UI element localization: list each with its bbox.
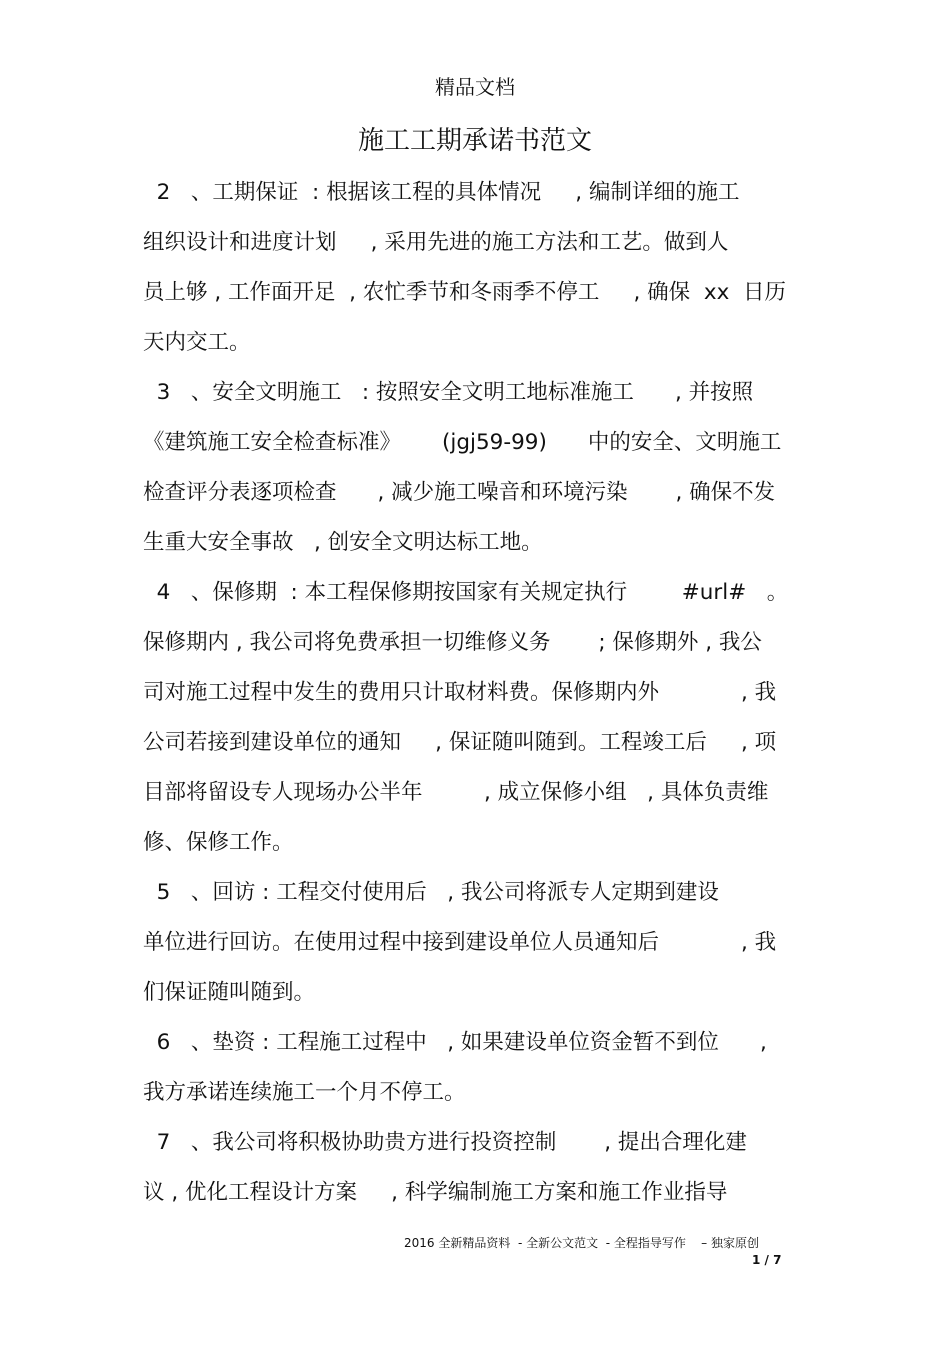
text-line: 天内交工。 [143, 330, 251, 355]
page-header: 精品文档 [435, 75, 515, 99]
text-line: 单位进行回访。在使用过程中接到建设单位人员通知后 , 我 [143, 930, 777, 955]
text-line: 修、保修工作。 [143, 830, 294, 855]
text-line: 4 、保修期 : 本工程保修期按国家有关规定执行 #url# 。 [143, 580, 789, 605]
text-line: 目部将留设专人现场办公半年 , 成立保修小组 , 具体负责维 [143, 780, 769, 805]
text-line: 6 、垫资 : 工程施工过程中 , 如果建设单位资金暂不到位 , [143, 1030, 767, 1055]
text-line: 员上够 , 工作面开足 , 农忙季节和冬雨季不停工 , 确保 xx 日历 [143, 280, 786, 305]
text-line: 司对施工过程中发生的费用只计取材料费。保修期内外 , 我 [143, 680, 777, 705]
text-line: 组织设计和进度计划 , 采用先进的施工方法和工艺。做到人 [143, 230, 729, 255]
page-number: 1 / 7 [752, 1253, 782, 1267]
text-line: 7 、我公司将积极协助贵方进行投资控制 , 提出合理化建 [143, 1130, 747, 1155]
page-footer: 2016 全新精品资料 - 全新公文范文 - 全程指导写作 – 独家原创 [404, 1236, 759, 1250]
text-line: 公司若接到建设单位的通知 , 保证随叫随到。工程竣工后 , 项 [143, 730, 777, 755]
text-line: 《建筑施工安全检查标准》 (jgj59-99) 中的安全、文明施工 [143, 430, 782, 455]
text-line: 3 、安全文明施工 : 按照安全文明工地标准施工 , 并按照 [143, 380, 754, 405]
document-body [143, 178, 813, 1228]
document-title: 施工工期承诺书范文 [357, 126, 592, 156]
text-line: 生重大安全事故 , 创安全文明达标工地。 [143, 530, 543, 555]
text-line: 检查评分表逐项检查 , 减少施工噪音和环境污染 , 确保不发 [143, 480, 776, 505]
text-line: 2 、工期保证 : 根据该工程的具体情况 , 编制详细的施工 [143, 180, 740, 205]
text-line: 保修期内 , 我公司将免费承担一切维修义务 ; 保修期外 , 我公 [143, 630, 762, 655]
text-line: 我方承诺连续施工一个月不停工。 [143, 1080, 466, 1105]
text-line: 们保证随叫随到。 [143, 980, 316, 1005]
text-line: 5 、回访 : 工程交付使用后 , 我公司将派专人定期到建设 [143, 880, 719, 905]
text-line: 议 , 优化工程设计方案 , 科学编制施工方案和施工作业指导 [143, 1180, 728, 1205]
